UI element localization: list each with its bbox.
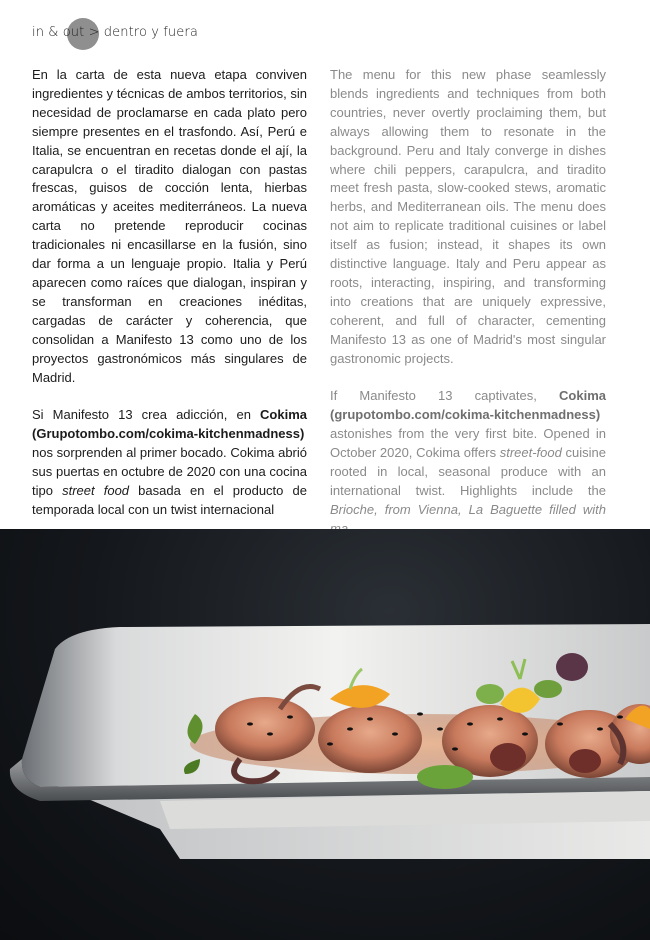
dish-photo xyxy=(0,529,650,940)
spanish-street-food: street food xyxy=(62,482,130,498)
spanish-p2-text-a: Si Manifesto 13 crea adicción, en xyxy=(32,407,261,423)
squid-dish-on-white-plate-icon xyxy=(0,529,650,940)
english-street-food: street-food xyxy=(499,445,562,461)
spanish-column xyxy=(32,66,307,539)
spanish-paragraph-2 xyxy=(32,406,307,519)
english-brioche-text: Brioche, from Vienna, La Baguette filled with xyxy=(330,501,606,517)
english-restaurant-name: Cokima (grupotombo.com/cokima-kitchenmadness) xyxy=(330,388,606,423)
english-p2-text-c: cuisine rooted in local, seasonal produce with an international twist. Highlights include the xyxy=(330,445,606,498)
english-column xyxy=(330,66,606,558)
spanish-p2-text-b: nos sorprenden al primer bocado. Cokima abrió sus puertas en octubre de 2020 con una cocina tipo xyxy=(32,445,307,498)
spanish-restaurant-name: Cokima (Grupotombo.com/cokima-kitchenmadness) xyxy=(32,407,307,442)
section-label: in & out > dentro y fuera xyxy=(32,25,198,40)
english-p2-text-b: astonishes from the very first bite. Opened in October 2020, Cokima offers xyxy=(330,426,606,461)
english-p2-text-a: If Manifesto 13 captivates, xyxy=(330,388,560,404)
spanish-p2-text-c: basada en el producto de temporada local con un twist internacional xyxy=(32,482,307,517)
english-paragraph-1: The menu for this new phase seamlessly blends ingredients and techniques from both countries, never overtly proclaiming them, but always allowing them to resonate in the background. Peru and Italy converge in dishes where chili peppers, carapulcra, and tiradito meet fresh pasta, slow-cooked stews, aromatic herbs, and Mediterranean oils. The menu does not aim to replicate traditional cuisines or label itself as fusion; instead, it shapes its own distinctive language. Italy and Peru appear as roots, interacting, inspiring, and transforming into creations that are uniquely expressive, coherent, and full of character, cementing Manifesto 13 as one of Madrid's most singular gastronomic projects. xyxy=(330,67,606,366)
english-paragraph-2 xyxy=(330,387,606,538)
spanish-paragraph-1: En la carta de esta nueva etapa conviven ingredientes y técnicas de ambos territorios, sin necesidad de proclamarse en cada plato pero siempre presentes en el trasfondo. Así, Perú e Italia, se encuentran en recetas donde el ají, la carapulcra o el tiradito dialogan con pastas frescas, guisos de cocción lenta, hierbas aromáticas y aceites mediterráneos. La nueva carta no pretende reproducir cocinas tradicionales ni encasillarse en la fusión, sino dar forma a un lenguaje propio. Italia y Perú aparecen como raíces que dialogan, inspiran y se transforman en creaciones inéditas, cargadas de carácter y coherencia, que consolidan a Manifesto 13 como uno de los proyectos gastronómicos más singulares de Madrid. xyxy=(32,67,307,385)
